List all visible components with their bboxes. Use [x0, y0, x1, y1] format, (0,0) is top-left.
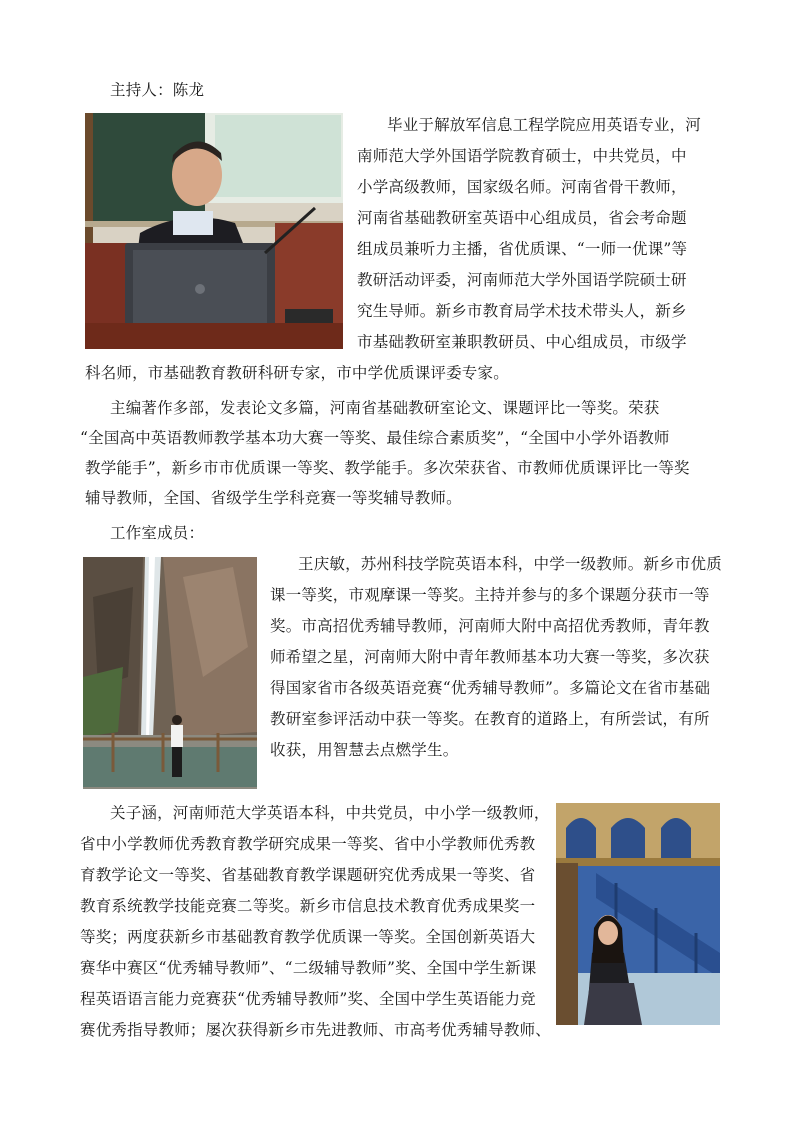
member2-line: 程英语语言能力竞赛获“优秀辅导教师”奖、全国中学生英语能力竞: [80, 990, 536, 1008]
host-bio-line: 究生导师。新乡市教育局学术技术带头人，新乡: [357, 302, 687, 320]
host-awards-line: “全国高中英语教师教学基本功大赛一等奖、最佳综合素质奖”，“全国中小学外语教师: [80, 429, 670, 447]
host-bio-line: 小学高级教师，国家级名师。河南省骨干教师，: [357, 178, 687, 196]
host-awards-line: 教学能手”，新乡市市优质课一等奖、教学能手。多次荣获省、市教师优质课评比一等奖: [85, 459, 690, 477]
host-bio-line: 市基础教研室兼职教研员、中心组成员，市级学: [357, 333, 687, 351]
host-heading: 主持人：陈龙: [110, 81, 205, 99]
host-awards-line: 主编著作多部，发表论文多篇，河南省基础教研室论文、课题评比一等奖。荣获: [110, 399, 660, 417]
host-bio-line: 河南省基础教研室英语中心组成员，省会考命题: [357, 209, 687, 227]
host-bio-line: 组成员兼听力主播，省优质课、“一师一优课”等: [357, 240, 688, 258]
member2-line: 赛华中赛区“优秀辅导教师”、“二级辅导教师”奖、全国中学生新课: [80, 959, 537, 977]
member2-line: 赛优秀指导教师；屡次获得新乡市先进教师、市高考优秀辅导教师、: [80, 1021, 552, 1039]
member1-line: 收获，用智慧去点燃学生。: [270, 741, 459, 759]
members-heading: 工作室成员：: [110, 524, 205, 542]
host-awards-line: 辅导教师，全国、省级学生学科竞赛一等奖辅导教师。: [85, 489, 462, 507]
member1-line: 教研室参评活动中获一等奖。在教育的道路上，有所尝试，有所: [270, 710, 710, 728]
host-bio-line: 毕业于解放军信息工程学院应用英语专业，河: [387, 116, 702, 134]
member1-photo: [83, 557, 257, 789]
member2-photo: [556, 803, 720, 1025]
member2-line: 教育系统教学技能竞赛二等奖。新乡市信息技术教育优秀成果奖一: [80, 897, 536, 915]
member1-line: 师希望之星，河南师大附中青年教师基本功大赛一等奖，多次获: [270, 648, 710, 666]
member1-line: 王庆敏，苏州科技学院英语本科，中学一级教师。新乡市优质: [298, 555, 722, 573]
member2-line: 等奖；两度获新乡市基础教育教学优质课一等奖。全国创新英语大: [80, 928, 536, 946]
member1-line: 课一等奖，市观摩课一等奖。主持并参与的多个课题分获市一等: [270, 586, 710, 604]
member2-line: 关子涵，河南师范大学英语本科，中共党员，中小学一级教师，: [110, 804, 550, 822]
host-bio-line: 科名师，市基础教育教研科研专家，市中学优质课评委专家。: [85, 364, 509, 382]
member2-line: 育教学论文一等奖、省基础教育教学课题研究优秀成果一等奖、省: [80, 866, 536, 884]
host-photo: [85, 113, 343, 349]
host-bio-line: 教研活动评委，河南师范大学外国语学院硕士研: [357, 271, 687, 289]
member1-line: 奖。市高招优秀辅导教师，河南师大附中高招优秀教师，青年教: [270, 617, 710, 635]
member1-line: 得国家省市各级英语竞赛“优秀辅导教师”。多篇论文在省市基础: [270, 679, 711, 697]
host-bio-line: 南师范大学外国语学院教育硕士，中共党员，中: [357, 147, 687, 165]
member2-line: 省中小学教师优秀教育教学研究成果一等奖、省中小学教师优秀教: [80, 835, 536, 853]
